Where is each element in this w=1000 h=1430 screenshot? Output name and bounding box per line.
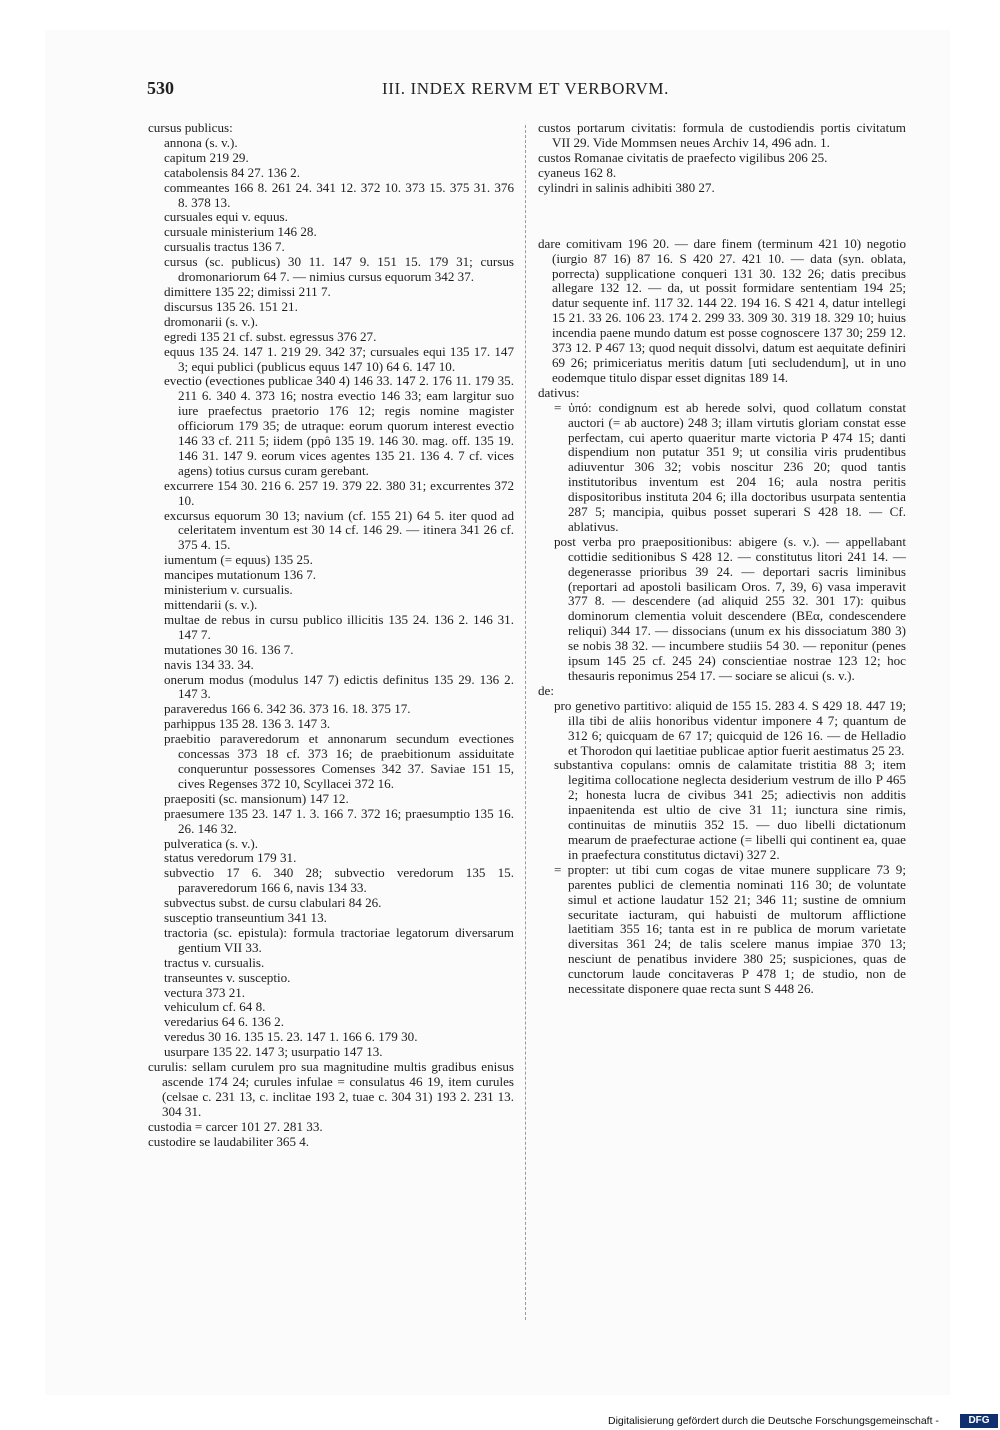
- index-subentry: multae de rebus in cursu publico illicitis 135 24. 136 2. 146 31. 147 7.: [164, 611, 514, 642]
- index-subentry: substantiva copulans: omnis de calamitate tristitia 88 3; item legitima collocatione neglecta desiderium vestrum de illo P 465 2; honesta lucra de civibus 341 25; adiectivis non additis inpaenitenda est ultio de cive 31 11; iunctura sine rimis, continuitas de minutiis 352 15. — duo libelli dictationum mearum de praefecturae actione (= libelli qui continent ea, quae in praefectura constitutus dictavi) 327 2.: [554, 757, 906, 862]
- index-subentry: vectura 373 21.: [164, 984, 246, 1000]
- index-subentry: subvectio 17 6. 340 28; subvectio veredorum 135 15. paraveredorum 166 6, navis 134 33.: [164, 865, 514, 896]
- index-entry: custodia = carcer 101 27. 281 33.: [148, 1118, 323, 1134]
- index-subentry: catabolensis 84 27. 136 2.: [164, 164, 301, 180]
- index-subentry: paraveredus 166 6. 342 36. 373 16. 18. 375 17.: [164, 701, 411, 717]
- index-subentry: mancipes mutationum 136 7.: [164, 567, 317, 583]
- index-subentry: ministerium v. cursualis.: [164, 582, 293, 598]
- index-entry: custos portarum civitatis: formula de custodiendis portis civitatum VII 29. Vide Mommsen neues Archiv 14, 496 adn. 1.: [538, 120, 906, 150]
- index-subentry: cursualis tractus 136 7.: [164, 239, 285, 255]
- index-subentry: evectio (evectiones publicae 340 4) 146 33. 147 2. 176 11. 179 35. 211 6. 340 4. 373 16; nostra evectio 146 33; eam largitur suo iure praefectus praetorio 176 12; regis nomine magister officiorum 179 35; de utraque: eorum quorum interest evectio 146 33 cf. 211 5; iidem (ppô 135 19. 146 30. mag. off. 135 19. 146 31. 147 9. eorum vices agentes 135 21. 136 4. 7 cf. vices agens) totius cursus curam gerebant.: [164, 373, 514, 478]
- index-column-left: [148, 121, 514, 1150]
- index-subentry: praebitio paraveredorum et annonarum secundum evectiones concessas 373 18 cf. 373 16; de praebitionum assiduitate conqueruntur possessores Comenses 342 37. Saviae 151 15, cives Regenses 372 10, Scyllacei 372 16.: [164, 731, 514, 791]
- index-subentry: egredi 135 21 cf. subst. egressus 376 27.: [164, 328, 377, 344]
- index-subentry: tractoria (sc. epistula): formula tractoriae legatorum diversarum gentium VII 33.: [164, 924, 514, 955]
- index-subentry: mutationes 30 16. 136 7.: [164, 641, 294, 657]
- index-subentry: annona (s. v.).: [164, 134, 238, 150]
- index-entry: custos Romanae civitatis de praefecto vigilibus 206 25.: [538, 149, 828, 165]
- index-subentry: status veredorum 179 31.: [164, 850, 297, 866]
- index-subentry: pro genetivo partitivo: aliquid de 155 15. 283 4. S 429 18. 447 19; illa tibi de aliis honoribus videntur imponere 4 7; quantum de 312 6; quicquam de 67 17; quicquid de 126 16. — de Helladio et Thorodon qui laetitiae publicae aptior fuerit aestimatus 25 23.: [554, 697, 906, 758]
- page-header: [147, 78, 907, 102]
- index-subentry: mittendarii (s. v.).: [164, 597, 258, 612]
- index-subentry: cursus (sc. publicus) 30 11. 147 9. 151 15. 179 31; cursus dromonariorum 64 7. — nimius cursus equorum 342 37.: [164, 254, 514, 285]
- entry-spacer: [538, 209, 906, 224]
- index-subentry: capitum 219 29.: [164, 149, 249, 165]
- index-subentry: discursus 135 26. 151 21.: [164, 298, 298, 314]
- index-entry: cyaneus 162 8.: [538, 164, 617, 180]
- index-subentry: transeuntes v. susceptio.: [164, 969, 291, 985]
- index-column-right: [538, 121, 906, 997]
- index-subentry: vehiculum cf. 64 8.: [164, 999, 266, 1015]
- running-head: III. INDEX RERVM ET VERBORVM.: [382, 79, 669, 98]
- index-subentry: cursuales equi v. equus.: [164, 209, 288, 225]
- index-subentry: cursuale ministerium 146 28.: [164, 224, 317, 240]
- index-entry: dare comitivam 196 20. — dare finem (terminum 421 10) negotio (iurgio 87 16) 87 16. S 420 27. 421 10. — data (syn. oblata, porrecta) supplicatione conqueri 131 30. 132 26; datis precibus allegare 132 12. — da, ut possit formidare sententiam 194 25; datur sequente inf. 117 32. 144 22. 194 16. S 421 4, datur intellegi 15 21. 33 26. 106 23. 174 2. 299 33. 309 30. 319 18. 329 10; huius incendia paene mundo datum est posse cognoscere 137 30; 259 12. 373 12. P 467 13; quod nequit dissolvi, datum est aequitate definiri 69 26; primiceriatus meritis datum [uti secludendum], ut in uno eodemque titulo dispar esset dignitas 189 14.: [538, 235, 906, 385]
- index-subentry: post verba pro praepositionibus: abigere (s. v.). — appellabant cottidie seditionibus S 428 12. — constitutus litori 241 14. — degenerasse prioribus 39 24. — deportari sacris liminibus (reportari ad apostoli basilicam Oros. 7, 39, 6) vasa imperavit 377 8. — descendere (ad aliquid 255 32. 301 17): quibus dominorum clementia voluit descendere (BEα, condescendere reliqui) 344 17. — dissocians (unum ex his dissociatum 380 3) se nobis 38 32. — incumbere studiis 54 30. — reponitur (penes ipsum 145 25 cf. 245 24) conscientiae nostrae 123 12; hoc thesauris reponimus 254 17. — sociare se alicui (s. v.).: [554, 533, 906, 683]
- index-subentry: dromonarii (s. v.).: [164, 313, 259, 329]
- digitization-footer: [608, 1414, 1000, 1430]
- index-subentry: tractus v. cursualis.: [164, 954, 265, 970]
- index-subentry: subvectus subst. de cursu clabulari 84 26.: [164, 895, 382, 911]
- index-entry: dativus:: [538, 384, 580, 400]
- dfg-logo: DFG: [960, 1414, 998, 1428]
- index-subentry: usurpare 135 22. 147 3; usurpatio 147 13.: [164, 1044, 383, 1060]
- index-subentry: excursus equorum 30 13; navium (cf. 155 21) 64 5. iter quod ad celeritatem inventum est 30 14 cf. 146 29. — itinera 341 26 cf. 375 4. 15.: [164, 507, 514, 553]
- index-subentry: iumentum (= equus) 135 25.: [164, 552, 313, 568]
- index-entry: curulis: sellam curulem pro sua magnitudine multis gradibus enisus ascende 174 24; curules infulae = consulatus 46 19, item curules (celsae c. 231 13, c. inclitae 193 2, tuae c. 304 31) 193 2. 231 13. 304 31.: [148, 1059, 514, 1119]
- index-entry: de:: [538, 682, 554, 698]
- index-subentry: parhippus 135 28. 136 3. 147 3.: [164, 716, 331, 732]
- index-subentry: = ὑπό: condignum est ab herede solvi, quod collatum constat auctori (= ab auctore) 248 3; illam virtutis gloriam constat esse perfectam, cui aperto quaeritur marte victoria P 474 15; danti dispendium non putatur 351 9; ut consilia viris prudentibus adiuventur 306 32; vobis noscitur 236 20; quod tantis institutoribus inventum est 204 16; aula nostra peritis dispositoribus instituta 204 6; illa doctoribus usurpata sententia 287 5; mancipia, quibus posset superari S 428 18. — Cf. ablativus.: [554, 399, 906, 534]
- index-subentry: onerum modus (modulus 147 7) edictis definitus 135 29. 136 2. 147 3.: [164, 671, 514, 702]
- index-subentry: excurrere 154 30. 216 6. 257 19. 379 22. 380 31; excurrentes 372 10.: [164, 477, 514, 508]
- index-entry: custodire se laudabiliter 365 4.: [148, 1133, 310, 1149]
- index-subentry: praesumere 135 23. 147 1. 3. 166 7. 372 16; praesumptio 135 16. 26. 146 32.: [164, 805, 514, 836]
- index-subentry: navis 134 33. 34.: [164, 656, 254, 672]
- index-entry: cylindri in salinis adhibiti 380 27.: [538, 179, 715, 195]
- footer-credit: Digitalisierung gefördert durch die Deutsche Forschungsgemeinschaft -: [608, 1415, 939, 1427]
- index-subentry: veredarius 64 6. 136 2.: [164, 1014, 284, 1030]
- index-subentry: praepositi (sc. mansionum) 147 12.: [164, 790, 349, 806]
- index-subentry: pulveratica (s. v.).: [164, 835, 259, 851]
- index-subentry: = propter: ut tibi cum cogas de vitae munere supplicare 73 9; parentes publici de clementia nominati 116 30; de voluntate simul et actione laudatur 152 21; 346 11; sustine de omnium securitate iacturam, qui habuisti de multorum afflictione laetitiam 355 16; tanta est in re publica de morum varietate diversitas 361 24; de talis scelere manus impiae 370 13; nesciunt de penatibus invidere 380 25; suspiciones, quas de cunctorum laude concitaveras P 478 1; de studio, non de necessitate disponere quae recta sunt S 448 26.: [554, 861, 906, 997]
- index-subentry: dimittere 135 22; dimissi 211 7.: [164, 283, 331, 299]
- column-divider: [525, 125, 526, 1320]
- index-entry: cursus publicus:: [148, 120, 233, 135]
- page-number: 530: [147, 78, 174, 98]
- index-subentry: commeantes 166 8. 261 24. 341 12. 372 10. 373 15. 375 31. 376 8. 378 13.: [164, 179, 514, 210]
- index-subentry: veredus 30 16. 135 15. 23. 147 1. 166 6. 179 30.: [164, 1029, 418, 1045]
- index-subentry: susceptio transeuntium 341 13.: [164, 910, 327, 926]
- index-subentry: equus 135 24. 147 1. 219 29. 342 37; cursuales equi 135 17. 147 3; equi publici (publicus equus 147 10) 64 6. 147 10.: [164, 343, 514, 374]
